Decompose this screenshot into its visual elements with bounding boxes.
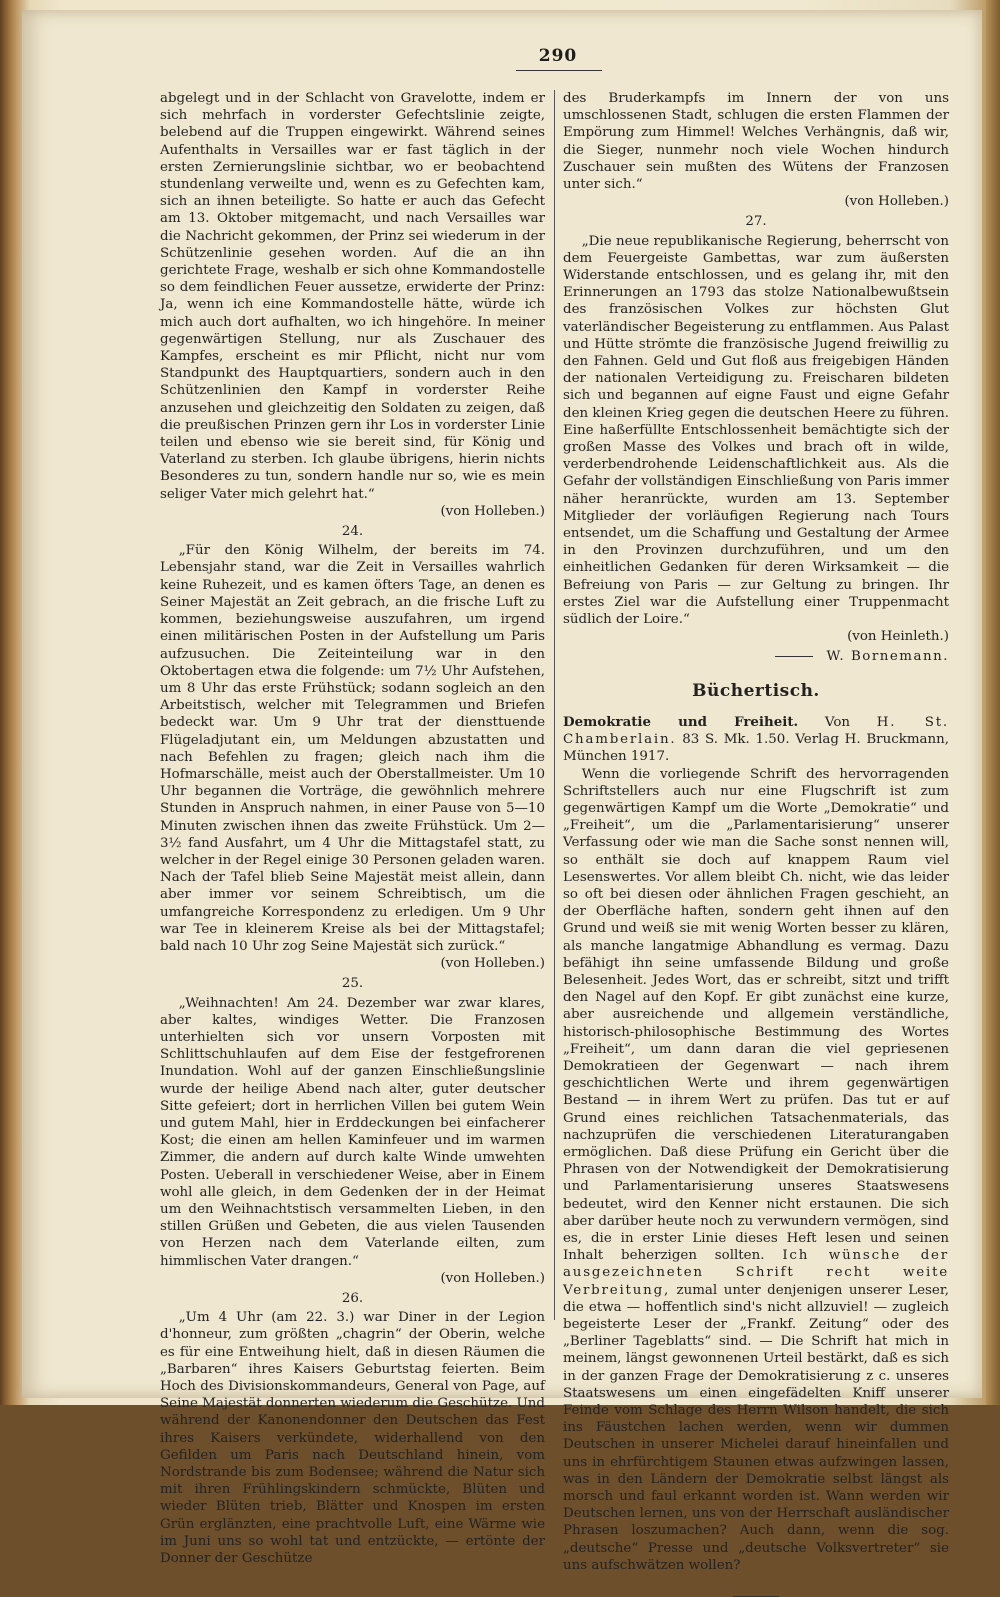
source-attribution: (von Holleben.) xyxy=(844,194,949,210)
page-number-rule xyxy=(516,70,602,71)
paragraph-25: „Weihnachten! Am 24. Dezember war zwar klares, aber kaltes, windiges Wetter. Die Franzosen unterhielten sich vor unsern Vorposten mit Schlittschuhlaufen auf dem Eise der festgefrorenen Inundation. Wohl auf der ganzen Einschließungslinie wurde der heilige Abend nach alter, guter deutscher Sitte gefeiert; dort in herrlichen Villen bei gutem Wein und gutem Mahl, hier in Erddeckungen bei einfacherer Kost; die einen am hellen Kaminfeuer und im warmen Zimmer, die andern auf durch kalte Winde umwehten Posten. Ueberall in verschiedener Weise, aber in Einem wohl alle gleich, in dem Gedenken der in der Heimat um den Weihnachtstisch versammelten Lieben, in den stillen Grüßen und Gebeten, die aus vielen Tausenden von Herzen nach dem Vaterlande eilten, zum himmlischen Vater drangen.“ xyxy=(160,995,545,1269)
left-column xyxy=(160,90,546,1567)
signature-text: W. Bornemann. xyxy=(826,648,949,664)
section-number-24: 24. xyxy=(341,524,364,540)
source-attribution: (von Holleben.) xyxy=(440,1270,545,1286)
right-column xyxy=(563,90,950,1573)
source-attribution: (von Heinleth.) xyxy=(847,629,949,645)
book-title: Demokratie und Freiheit. xyxy=(563,713,799,730)
book-citation xyxy=(563,714,949,766)
review-text-emphasis: Ich wünsche der ausgezeichneten Schrift recht weite Verbreitung, xyxy=(563,1248,949,1298)
review-text-b: zumal unter denjenigen unserer Leser, die etwa — hoffentlich sind's nicht allzuviel! — zugleich begeisterte Leser der „Frankf. Zeitung“ oder des „Berliner Tageblatts“ sind. — Die Schrift hat mich in meinem, längst gewonnenen Urteil bestärkt, daß es sich in der ganzen Frage der Demokratisierung z c. unseres Staatswesens um einen eingefädelten Kniff unserer Feinde vom Schlage des Herrn Wilson handelt, die sich ins Fäustchen lachen werden, wenn wir dummen Deutschen in unserer Michelei darauf hineinfallen und uns in ehrfürchtigem Staunen etwas aufzwingen lassen, was in den Ländern der Demokratie selbst längst als morsch und faul erkannt worden ist. Wann werden wir Deutschen lernen, uns von der Herrschaft ausländischer Phrasen loszumachen? Auch dann, wenn die sog. „deutsche“ Presse und „deutsche Volksvertreter“ sie uns aufschwätzen wollen? xyxy=(563,1282,950,1573)
source-attribution: (von Holleben.) xyxy=(440,956,545,972)
paragraph-26: „Um 4 Uhr (am 22. 3.) war Diner in der Legion d'honneur, zum größten „chagrin“ der Oberin, welche es für eine Entweihung hielt, daß in diesen Räumen die „Barbaren“ ihres Kaisers Geburtstag feierten. Beim Hoch des Divisionskommandeurs, General von Page, auf Seine Majestät donnerten wiederum die Geschütze. Und während der Kanonendonner den Deutschen das Fest ihres Kaisers verkündete, widerhallend von den Gefilden um Paris nach Deutschland hinein, vom Nordstrande bis zum Bodensee; während die Natur sich mit ihren Frühlingskindern schmückte, Blüten und wieder Blüten trieb, Blätter und Knospen im ersten Grün erglänzten, eine prachtvolle Luft, eine Wärme wie im Juni uns so wohl tat und entzückte, — ertönte der Donner der Geschütze xyxy=(160,1310,546,1567)
paragraph-23-continued: abgelegt und in der Schlacht von Gravelotte, indem er sich mehrfach in vorderster Gefechtslinie zeigte, belebend auf die Truppen eingewirkt. Während seines Aufenthalts in Versailles war er fast täglich in der ersten Zernierungslinie sichtbar, wo er beobachtend stundenlang verweilte und, wenn es zu Gefechten kam, sich an ihnen beteiligte. So hatte er auch das Gefecht am 13. Oktober mitgemacht, und nach Versailles war die Nachricht gekommen, der Prinz sei wiederum in der Schützenlinie gesehen worden. Auf die an ihn gerichtete Frage, weshalb er sich ohne Kommandostelle so dem feindlichen Feuer aussetze, erwiderte der Prinz: Ja, wenn ich eine Kommandostelle hätte, würde ich mich auch dort aufhalten, wo ich hingehöre. In meiner gegenwärtigen Stellung, nur als Zuschauer des Kampfes, erscheint es mir Pflicht, nicht nur vom Standpunkt des Hauptquartiers, sondern auch in den Schützenlinien den Kampf in vorderster Reihe anzusehen und gleichzeitig den Soldaten zu zeigen, daß die preußischen Prinzen gern ihr Los in vorderster Linie teilen und ebenso wie sie bereit sind, für König und Vaterland zu sterben. Ich glaube übrigens, hierin nichts Besonderes zu tun, sondern handle nur so, wie es mein seliger Vater mich gelehrt hat.“ xyxy=(160,91,545,502)
book-spine xyxy=(986,0,1000,1405)
paragraph-27: „Die neue republikanische Regierung, beherrscht von dem Feuergeiste Gambettas, war zum äußersten Widerstande entschlossen, und es gelang ihr, mit den Erinnerungen an 1793 das stolze Nationalbewußtsein des französischen Volkes zur höchsten Glut vaterländischer Begeisterung zu entflammen. Aus Palast und Hütte strömte die französische Jugend freiwillig zu den Fahnen. Geld und Gut floß aus freigebigen Händen der nationalen Verteidigung zu. Freischaren bildeten sich und begannen auf eigne Faust und eigne Gefahr den kleinen Krieg gegen die deutschen Heere zu führen. Eine haßerfüllte Entschlossenheit bemächtigte sich der großen Masse des Volkes und brach oft in wilde, verderbendrohende Leidenschaftlichkeit aus. Als die Gefahr der vollständigen Einschließung von Paris immer näher heranrückte, wurden am 13. September Mitglieder der vorläufigen Regierung nach Tours entsendet, um die Schaffung und Gestaltung der Armee in den Provinzen durchzuführen, und um den einheitlichen Gedanken für deren Wirksamkeit — die Befreiung von Paris — zur Geltung zu bringen. Ihr erstes Ziel war die Aufstellung einer Truppenmacht südlich der Loire.“ xyxy=(563,233,949,628)
section-number-26: 26. xyxy=(341,1291,364,1307)
page-number: 290 xyxy=(538,46,578,66)
review-text-a: Wenn die vorliegende Schrift des hervorragenden Schriftstellers auch nur eine Flugschrift ist zum gegenwärtigen Kampf um die Worte „Demokratie“ und „Freiheit“, um die „Parlamentarisierung“ unserer Verfassung oder wie man die Sache sonst nennen will, so enthält sie doch auf knappem Raum viel Lesenswertes. Vor allem bleibt Ch. nicht, wie das leider so oft bei diesen oder ähnlichen Fragen geschieht, an der Oberfläche haften, sondern geht ihnen auf den Grund und weiß sie mit wenig Worten besser zu klären, als manche langatmige Abhandlung es vermag. Dazu befähigt ihn seine umfassende Bildung und große Belesenheit. Jedes Wort, das er schreibt, sitzt und trifft den Nagel auf den Kopf. Er gibt zunächst eine kurze, aber ausreichende und allgemein verständliche, historisch-philosophische Bestimmung des Wortes „Freiheit“, um dann daran die viel gepriesenen Demokratieen der Gegenwart — nach ihrem geschichtlichen Werte und ihrem gegenwärtigen Bestand — in ihrem Wert zu prüfen. Das tut er auf Grund eines reichlichen Tatsachenmaterials, das nachzuprüfen die verschiedenen Literaturangaben ermöglichen. Daß diese Prüfung ein Gericht über die Phrasen von der Notwendigkeit der Demokratisierung und Parlamentarisierung unseres Staatswesens bedeutet, wird den Kenner nicht erstaunen. Die sich aber darüber heute noch zu verwundern vermögen, sind es, die in erster Linie dieses Heft lesen und seinen Inhalt beherzigen sollten. xyxy=(563,766,949,1264)
signature-rule xyxy=(775,656,813,657)
section-number-25: 25. xyxy=(341,976,364,992)
section-heading-buechertisch: Büchertisch. xyxy=(692,680,820,701)
column-divider xyxy=(554,90,555,1320)
section-number-27: 27. xyxy=(745,214,767,230)
book-meta: 83 S. Mk. 1.50. Verlag H. Bruckmann, München 1917. xyxy=(563,732,950,765)
book-author: H. St. Chamberlain. xyxy=(563,714,949,748)
paragraph-26-continued: des Bruderkampfs im Innern der von uns umschlossenen Stadt, schlugen die ersten Flammen der Empörung zum Himmel! Welches Verhängnis, daß wir, die Sieger, nunmehr noch viele Wochen hindurch Zuschauer sein mußten des Wütens der Franzosen unter sich.“ xyxy=(563,91,949,193)
author-signature xyxy=(563,648,949,665)
source-attribution: (von Holleben.) xyxy=(440,503,545,519)
paragraph-24: „Für den König Wilhelm, der bereits im 74. Lebensjahr stand, war die Zeit in Versailles wahrlich keine Ruhezeit, und es kamen öfters Tage, an denen es Seiner Majestät an Zeit gebrach, an die frische Luft zu kommen, beziehungsweise auszufahren, um irgend einen militärischen Posten in der Aufstellung um Paris aufzusuchen. Die Zeiteinteilung war in den Oktobertagen etwa die folgende: um 7½ Uhr Aufstehen, um 8 Uhr das erste Frühstück; sodann sogleich an den Arbeitstisch, welcher mit Telegrammen und Briefen bedeckt war. Um 9 Uhr trat der diensttuende Flügeladjutant ein, um Meldungen abzustatten und nach Befehlen zu fragen; gleich nach ihm die Hofmarschälle, meist auch der Oberstallmeister. Um 10 Uhr begannen die Vorträge, die gewöhnlich mehrere Stunden in Anspruch nahmen, in einer Pause von 5—10 Minuten zwischen ihnen das zweite Frühstück. Um 2—3½ fand Ausfahrt, um 4 Uhr die Mittagstafel statt, zu welcher in der Regel einige 30 Personen geladen waren. Nach der Tafel blieb Seine Majestät meist allein, dann aber immer vor seinem Schreibtisch, um die umfangreiche Korrespondenz zu erledigen. Um 9 Uhr war Tee in kleinerem Kreise als bei der Mittagstafel; bald nach 10 Uhr zog Seine Majestät sich zurück.“ xyxy=(160,543,545,954)
review-paragraph xyxy=(563,766,949,1575)
book-author-prefix: Von xyxy=(824,714,851,730)
